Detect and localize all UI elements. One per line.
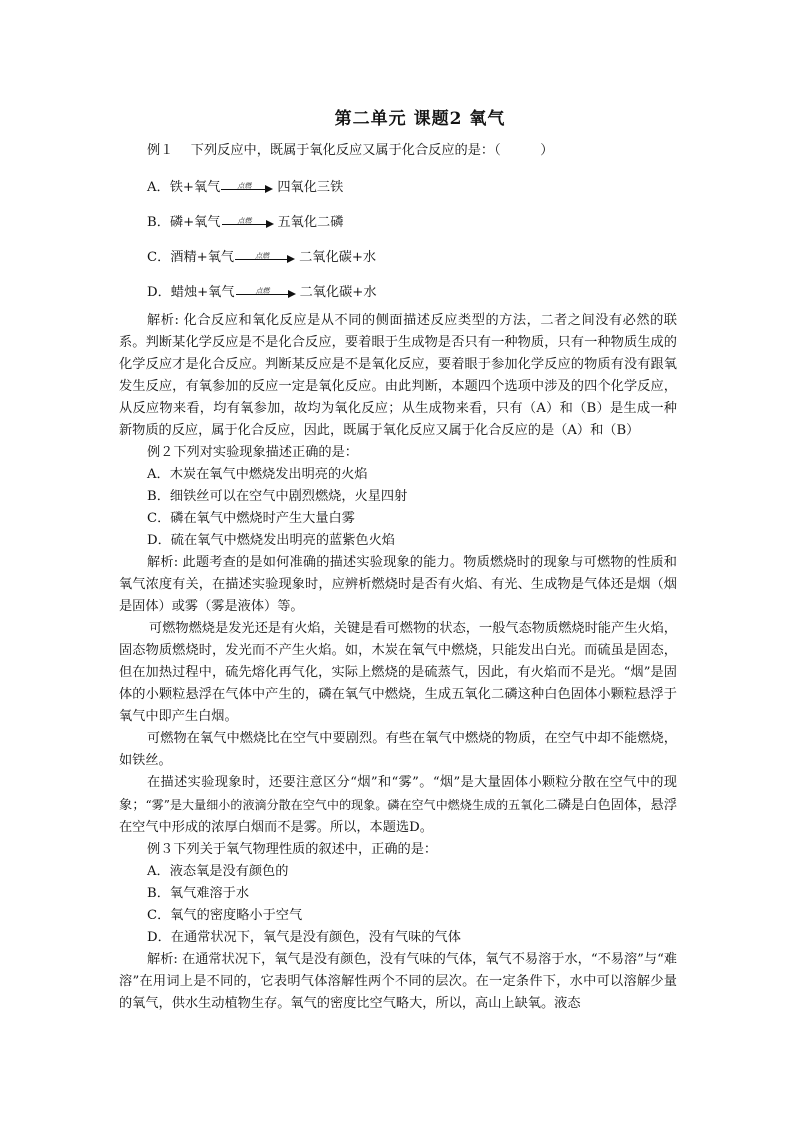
example-2-option-c: C．磷在氧气中燃烧时产生大量白雾 xyxy=(147,511,355,526)
example-2-analysis-flame: 可燃物燃烧是发光还是有火焰，关键是看可燃物的状态，一般气态物质燃烧时能产生火焰，固态物质燃烧时，发光而不产生火焰。如，木炭在氧气中燃烧，只能发出白光。而硫虽是固态，但在加热过程中，硫先熔化再气化，实际上燃烧的是硫蒸气，因此，有火焰而不是光。“烟”是固体的小颗粒悬浮在气体中产生的，磷在氧气中燃烧，生成五氧化二磷这种白色固体小颗粒悬浮于氧气中即产生白烟。 xyxy=(119,621,677,724)
example-1-option-b xyxy=(147,211,677,234)
example-1-options xyxy=(147,176,677,304)
example-3-analysis: 解析: 在通常状况下，氧气是没有颜色，没有气味的气体，氧气不易溶于水，“不易溶”与“难溶”在用词上是不同的，它表明气体溶解性两个不同的层次。在一定条件下，水中可以溶解少量的氧气，供水生动植物生存。氧气的密度比空气略大，所以，高山上缺氧。液态 xyxy=(119,952,677,1011)
document-page xyxy=(119,104,678,1015)
arrow-condition-label: 点燃 xyxy=(255,286,270,295)
smoke-fog-text-1: 在描述实验现象时，还要注意区分“烟”和“雾”。“烟”是大量固体小颗粒分散在空气中的现象； xyxy=(119,775,677,813)
reaction-arrow-icon xyxy=(235,251,295,265)
example-2-question: 例２下列对实验现象描述正确的是： xyxy=(147,445,358,460)
option-products: 二氧化碳+水 xyxy=(299,285,377,300)
reaction-arrow-icon xyxy=(236,286,296,300)
option-reactants: A．铁+氧气 xyxy=(147,180,221,195)
example-2-analysis-intensity: 可燃物在氧气中燃烧比在空气中要剧烈。有些在氧气中燃烧的物质，在空气中却不能燃烧，如铁丝。 xyxy=(119,731,677,768)
option-reactants: D．蜡烛+氧气 xyxy=(147,285,235,300)
option-reactants: C．酒精+氧气 xyxy=(147,250,235,265)
example-2-option-a: A．木炭在氧气中燃烧发出明亮的火焰 xyxy=(147,467,368,482)
arrow-condition-label: 点燃 xyxy=(237,216,252,225)
example-1-analysis: 解析: 化合反应和氧化反应是从不同的侧面描述反应类型的方法，二者之间没有必然的联系。判断某化学反应是不是化合反应，要着眼于生成物是否只有一种物质，只有一种物质生成的化学反应才是化合反应。判断某反应是不是氧化反应，要着眼于参加化学反应的物质有没有跟氧发生反应，有氧参加的反应一定是氧化反应。由此判断，本题四个选项中涉及的四个化学反应，从反应物来看，均有氧参加，故均为氧化反应；从生成物来看，只有（A）和（B）是生成一种新物质的反应，属于化合反应，因此，既属于氧化反应又属于化合反应的是（A）和（B） xyxy=(119,313,677,438)
example-1-option-a xyxy=(147,176,677,199)
smoke-fog-text-2: “雾”是大量细小的液滴分散在空气中的现象。磷在空气中燃烧生成的五氧化 xyxy=(145,798,545,812)
smoke-fog-text-3: 二磷是白色固体，悬浮在空气中形成的浓厚白烟而不是雾。所以，本题选D。 xyxy=(119,798,678,835)
reaction-arrow-icon xyxy=(221,181,273,195)
example-3-option-d: D．在通常状况下，氧气是没有颜色，没有气味的气体 xyxy=(147,930,461,945)
option-reactants: B．磷+氧气 xyxy=(147,215,221,230)
arrow-condition-label: 点燃 xyxy=(237,181,252,190)
option-products: 四氧化三铁 xyxy=(277,180,344,195)
example-3-option-b: B．氧气难溶于水 xyxy=(147,886,250,901)
example-3-option-c: C．氧气的密度略小于空气 xyxy=(147,908,303,923)
option-products: 五氧化二磷 xyxy=(277,215,344,230)
example-1-option-c xyxy=(147,246,677,269)
example-1-option-d xyxy=(147,281,677,304)
example-2-option-b: B．细铁丝可以在空气中剧烈燃烧，火星四射 xyxy=(147,489,408,504)
option-products: 二氧化碳+水 xyxy=(299,250,377,265)
page-title: 第二单元 课题2 氧气 xyxy=(334,109,506,129)
example-3-option-a: A．液态氧是没有颜色的 xyxy=(147,864,289,879)
reaction-arrow-icon xyxy=(222,216,274,230)
example-1-question: 例１ 下列反应中，既属于氧化反应又属于化合反应的是：（ ） xyxy=(147,143,554,158)
arrow-condition-label: 点燃 xyxy=(255,251,270,260)
example-2-analysis-smoke-fog xyxy=(119,772,677,839)
example-2-analysis-intro: 解析: 此题考查的是如何准确的描述实验现象的能力。物质燃烧时的现象与可燃物的性质和氧气浓度有关，在描述实验现象时，应辨析燃烧时是否有火焰、有光、生成物是气体还是烟（烟是固体）或雾（雾是液体）等。 xyxy=(119,555,677,614)
example-2-option-d: D．硫在氧气中燃烧发出明亮的蓝紫色火焰 xyxy=(147,533,395,548)
example-3-question: 例３下列关于氧气物理性质的叙述中，正确的是： xyxy=(147,842,438,857)
